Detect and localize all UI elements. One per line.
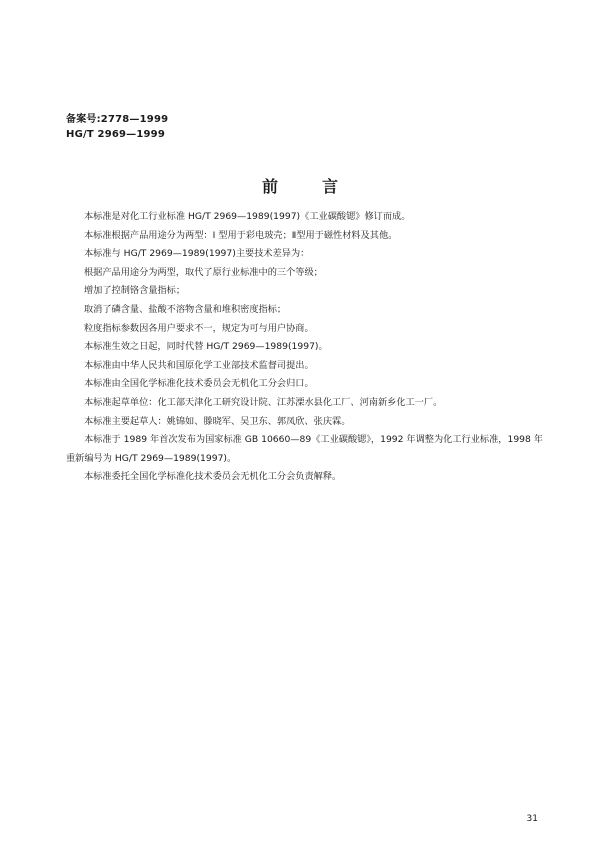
standard-code: HG/T 2969—1999 bbox=[66, 129, 165, 140]
paragraph-1: 本标准是对化工行业标准 HG/T 2969—1989(1997)《工业碳酸锶》修订而成。 bbox=[84, 211, 411, 222]
paragraph-5: 增加了控制铬含量指标； bbox=[84, 285, 186, 297]
paragraph-14: 本标准委托全国化学标准化技术委员会无机化工分会负责解释。 bbox=[84, 471, 342, 483]
page-title: 前言 bbox=[261, 177, 382, 196]
paragraph-3: 本标准与 HG/T 2969—1989(1997)主要技术差异为： bbox=[84, 248, 310, 260]
paragraph-8: 本标准生效之日起，同时代替 HG/T 2969—1989(1997)。 bbox=[84, 341, 328, 353]
paragraph-2: 本标准根据产品用途分为两型：I 型用于彩电玻壳；Ⅱ型用于磁性材料及其他。 bbox=[84, 229, 398, 241]
paragraph-10: 本标准由全国化学标准化技术委员会无机化工分会归口。 bbox=[84, 378, 314, 390]
page-number: 31 bbox=[526, 814, 538, 824]
paragraph-9: 本标准由中华人民共和国原化学工业部技术监督司提出。 bbox=[84, 359, 314, 371]
preface-body bbox=[66, 208, 544, 487]
record-number: 备案号:2778—1999 bbox=[66, 114, 169, 125]
paragraph-6: 取消了磷含量、盐酸不溶物含量和堆积密度指标； bbox=[84, 303, 287, 315]
header-codes bbox=[66, 112, 168, 142]
paragraph-4: 根据产品用途分为两型，取代了原行业标准中的三个等级； bbox=[84, 266, 323, 278]
paragraph-11: 本标准起草单位：化工部天津化工研究设计院、江苏溧水县化工厂、河南新乡化工一厂。 bbox=[84, 396, 443, 408]
paragraph-7: 粒度指标参数因各用户要求不一，规定为可与用户协商。 bbox=[84, 322, 314, 334]
paragraph-12: 本标准主要起草人：姚锦如、滕晓军、吴卫东、郭凤欣、张庆霖。 bbox=[84, 415, 351, 427]
paragraph-13: 本标准于 1989 年首次发布为国家标准 GB 10660—89《工业碳酸锶》，1992 年调整为化工行业标准，1998 年重新编号为 HG/T 2969—1989(1997)。 bbox=[66, 434, 543, 464]
